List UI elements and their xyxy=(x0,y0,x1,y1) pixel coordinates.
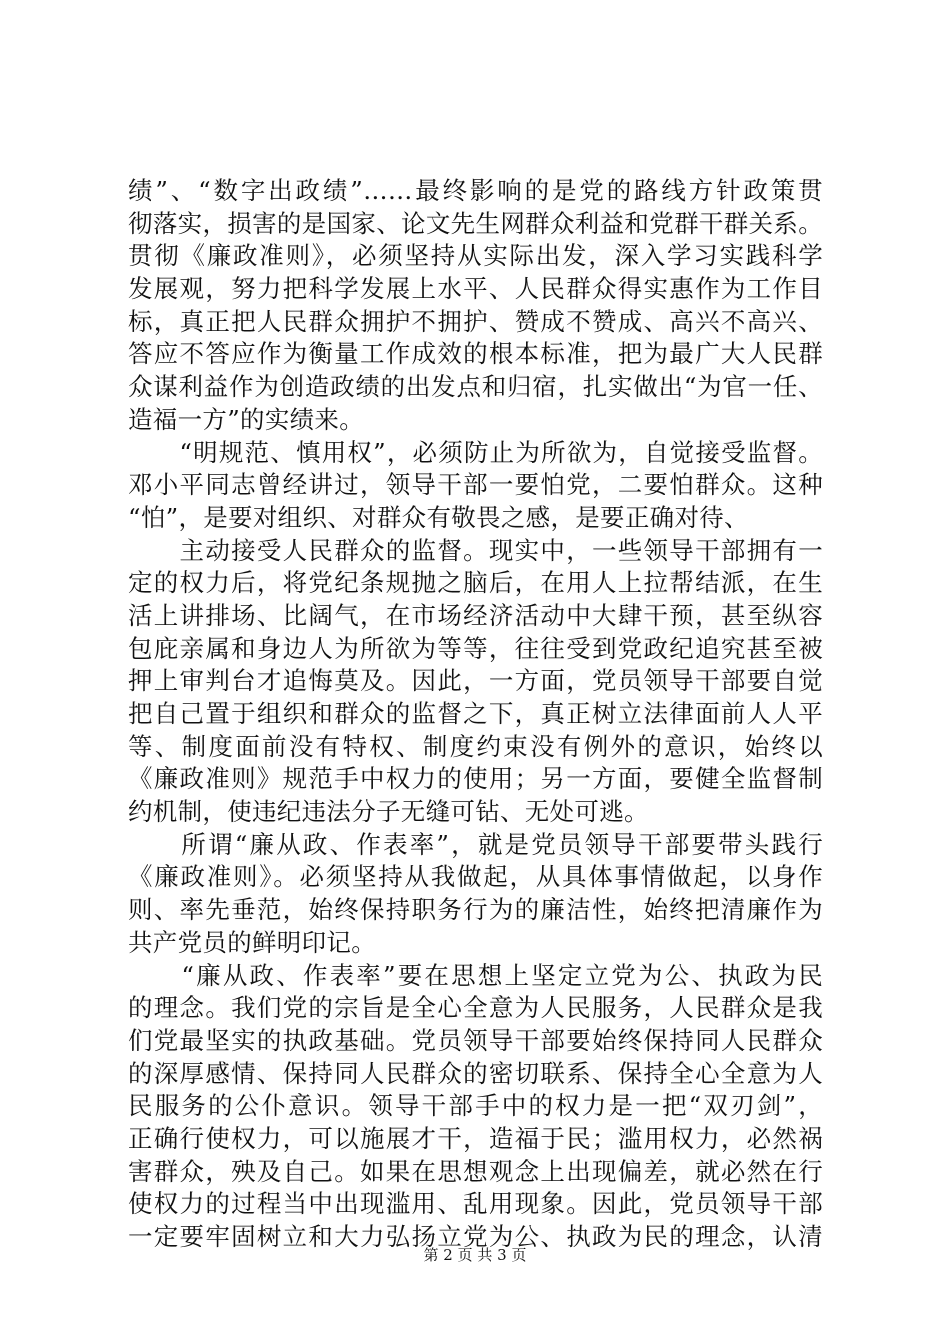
text-line: 发展观，努力把科学发展上水平、人民群众得实惠作为工作目 xyxy=(128,274,823,304)
text-line: 众谋利益作为创造政绩的出发点和归宿，扎实做出“为官一任、 xyxy=(128,372,823,402)
text-line: 造福一方”的实绩来。 xyxy=(128,404,365,434)
text-line: 押上审判台才追悔莫及。因此，一方面，党员领导干部要自觉 xyxy=(128,666,823,696)
text-line: 主动接受人民群众的监督。现实中，一些领导干部拥有一 xyxy=(128,535,823,565)
text-line: 害群众，殃及自己。如果在思想观念上出现偏差，就必然在行 xyxy=(128,1156,823,1186)
text-line: 把自己置于组织和群众的监督之下，真正树立法律面前人人平 xyxy=(128,699,823,728)
text-line: 一定要牢固树立和大力弘扬立党为公、执政为民的理念，认清 xyxy=(128,1222,823,1251)
text-line: 标，真正把人民群众拥护不拥护、赞成不赞成、高兴不高兴、 xyxy=(128,306,823,336)
text-line: 所谓“廉从政、作表率”，就是党员领导干部要带头践行 xyxy=(128,829,823,859)
text-line: 《廉政准则》。必须坚持从我做起，从具体事情做起，以身作 xyxy=(128,862,823,892)
text-line: 贯彻《廉政准则》，必须坚持从实际出发，深入学习实践科学 xyxy=(128,241,823,271)
text-line: 绩”、“数字出政绩”……最终影响的是党的路线方针政策贯 xyxy=(128,176,823,205)
text-line: “怕”，是要对组织、对群众有敬畏之感，是要正确对待、 xyxy=(128,502,749,532)
text-line: 的理念。我们党的宗旨是全心全意为人民服务，人民群众是我 xyxy=(128,993,823,1023)
text-line: 们党最坚实的执政基础。党员领导干部要始终保持同人民群众 xyxy=(128,1025,823,1055)
text-line: 共产党员的鲜明印记。 xyxy=(128,927,376,957)
document-body xyxy=(128,175,823,1254)
text-line: 正确行使权力，可以施展才干，造福于民；滥用权力，必然祸 xyxy=(128,1123,823,1153)
text-line: 定的权力后，将党纪条规抛之脑后，在用人上拉帮结派，在生 xyxy=(128,568,823,598)
text-line: 《廉政准则》规范手中权力的使用；另一方面，要健全监督制 xyxy=(128,764,823,794)
text-line: 活上讲排场、比阔气，在市场经济活动中大肆干预，甚至纵容 xyxy=(128,600,823,630)
text-line: 包庇亲属和身边人为所欲为等等，往往受到党政纪追究甚至被 xyxy=(128,633,823,663)
text-line: 答应不答应作为衡量工作成效的根本标准，把为最广大人民群 xyxy=(128,339,823,369)
text-line: “明规范、慎用权”，必须防止为所欲为，自觉接受监督。 xyxy=(128,437,823,467)
text-line: 民服务的公仆意识。领导干部手中的权力是一把“双刃剑”， xyxy=(128,1091,823,1121)
text-line: 使权力的过程当中出现滥用、乱用现象。因此，党员领导干部 xyxy=(128,1189,823,1219)
text-line: 彻落实，损害的是国家、论文先生网群众利益和党群干群关系。 xyxy=(128,208,823,238)
text-line: “廉从政、作表率”要在思想上坚定立党为公、执政为民 xyxy=(128,960,823,990)
text-line: 等、制度面前没有特权、制度约束没有例外的意识，始终以 xyxy=(128,731,823,761)
text-line: 约机制，使违纪违法分子无缝可钻、无处可逃。 xyxy=(128,797,649,827)
text-line: 的深厚感情、保持同人民群众的密切联系、保持全心全意为人 xyxy=(128,1058,823,1088)
text-line: 则、率先垂范，始终保持职务行为的廉洁性，始终把清廉作为 xyxy=(128,895,823,925)
page-footer: 第 2 页 共 3 页 xyxy=(423,1246,527,1264)
text-line: 邓小平同志曾经讲过，领导干部一要怕党，二要怕群众。这种 xyxy=(128,470,823,500)
